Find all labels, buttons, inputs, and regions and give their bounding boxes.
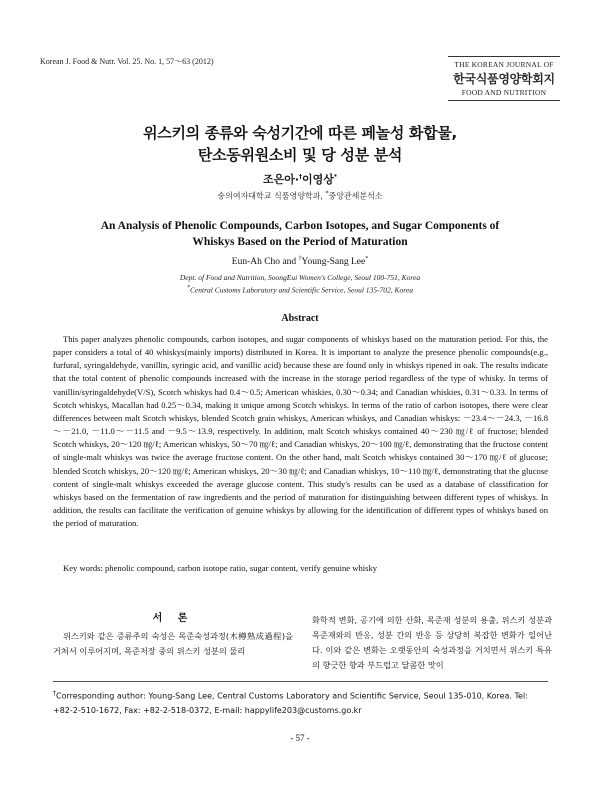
journal-name-line3: FOOD AND NUTRITION [461,88,547,97]
abstract-body: This paper analyzes phenolic compounds, carbon isotopes, and sugar components of whiskys based on the maturation period. For this, the paper considers a total of 40 whiskys(mainly imports) distributed in Korea. It is important to analyze the presence phenolic compounds(e.g., furfural, syringaldehyde, vanillin, syringic acid, and vanillic acid) because these are found only in whiskys ripened in oak. The results indicate that the total content of phenolic compounds increased with the increase in the storage period regardless of the type of whisky. In terms of vanillin/syringaldehyde(V/S), Scotch whiskys had 0.4～0.5; American whiskies, 0.30～0.34; and Canadian whiskies, 0.31～0.33. In terms of Scotch whiskys, Macallan had 0.25～0.34, making it unique among Scotch whiskys. In terms of the ratio of carbon isotopes, there were clear differences between malt Scotch whiskys, blended Scotch grain whiskys, American whiskys, and Canadian whiskys: －23.4～－24.3, －16.8～－21.0, －11.0～－11.5 and －9.5～13.9, respectively. In addition, malt Scotch whiskys contained 40～230 ㎎/ℓ of fructose; blended Scotch whiskys, 20～120 ㎎/ℓ; American whiskys, 50～70 ㎎/ℓ; and Canadian whiskys, 20～100 ㎎/ℓ, demonstrating that the fructose content of single-malt whiskys was twice the average fructose content. On the other hand, malt Scotch whiskys contained 30～170 ㎎/ℓ of glucose; blended Scotch whiskys, 20～120 ㎎/ℓ; American whiskys, 20～30 ㎎/ℓ; and Canadian whiskys, 10～110 ㎎/ℓ, demonstrating that the glucose content of single-malt whiskys exceeded the average glucose content. This study's results can be used as a database of classification for whiskys based on the fermentation of raw ingredients and the period of maturation for distinguishing between different types of whiskys. In addition, the results can facilitate the verification of genuine whiskys by allowing for the identification of different types of whiskys based on the period of maturation. [53,334,548,529]
journal-logo-rule-top [448,56,560,57]
english-title [0,218,600,250]
journal-name-korean: 한국식품영양학회지 [453,72,555,86]
korean-affiliation [0,190,600,202]
korean-author1: 조은아 [262,173,295,186]
footnote-divider [53,681,548,682]
journal-logo-rule-bottom [448,100,560,101]
english-title-line1: An Analysis of Phenolic Compounds, Carbon Isotopes, and Sugar Components of [100,220,500,232]
english-title-line2: Whiskys Based on the Period of Maturation [192,236,408,248]
english-affil1: Dept. of Food and Nutrition, SoongEui Women's College, Seoul 100-751, Korea [179,273,421,282]
english-author1: Eun-Ah Cho [231,257,281,268]
corresponding-author-footnote [53,687,548,718]
journal-name-line1: THE KOREAN JOURNAL OF [454,60,554,69]
korean-affil-main: 숭의여자대학교 식품영양학과, [217,191,323,201]
english-affiliations [0,272,600,296]
english-affil2: Central Customs Laboratory and Scientific Service, Seoul 135-702, Korea [189,285,414,295]
korean-title-line2: 탄소동위원소비 및 당 성분 분석 [197,146,403,164]
korean-title [0,122,600,166]
korean-author2: 이영상 [302,173,334,186]
english-authors [0,256,600,267]
english-affil2-mark: * [186,285,190,291]
english-affil2-row [0,283,600,296]
intro-left-column [53,611,293,659]
korean-title-line1: 위스키의 종류와 숙성기간에 따른 페놀성 화합물, [143,124,457,142]
english-affiliation-mark: * [365,256,369,262]
korean-affil-mark: * [325,190,329,197]
korean-authors [0,171,600,187]
english-author2: Young-Sang Lee [301,257,366,268]
english-and: and [282,257,297,268]
footnote-mark: † [53,690,56,697]
page-number: - 57 - [290,733,310,743]
journal-citation: Korean J. Food & Nutr. Vol. 25. No. 1, 57～63 (2012) [40,57,214,66]
intro-paragraph-left: 위스키와 같은 증류주의 숙성은 목준숙성과정(木樽熟成過程)을 거쳐서 이루어지며, 목준저장 중의 위스키 성분의 물리 [53,631,293,656]
affiliation-mark: * [333,173,338,181]
author-separator: · [294,173,300,186]
journal-logo [448,56,560,101]
corresponding-mark: † [299,173,303,181]
english-corresponding-mark: † [298,256,302,262]
footnote-text: Corresponding author: Young-Sang Lee, Central Customs Laboratory and Scientific Service, Seoul 135-010, Korea. Tel: +82-2-510-1672, Fax: +82-2-518-0372, E-mail: happylife203@customs.go.kr [53,691,528,715]
intro-right-column: 화학적 변화, 공기에 의한 산화, 목준재 성분의 용출, 위스키 성분과 목준재와의 반응, 성분 간의 반응 등 상당히 복잡한 변화가 일어난다. 이와 같은 변화는 오랫동안의 숙성과정을 거치면서 위스키 특유의 향긋한 향과 부드럽고 달콤한 맛이 [312,615,552,670]
section-heading-introduction: 서 론 [152,613,194,624]
abstract-heading: Abstract [281,313,319,324]
korean-affil-second: 중앙관세분석소 [328,191,383,201]
keywords: Key words: phenolic compound, carbon isotope ratio, sugar content, verify genuine whisky [63,563,378,573]
